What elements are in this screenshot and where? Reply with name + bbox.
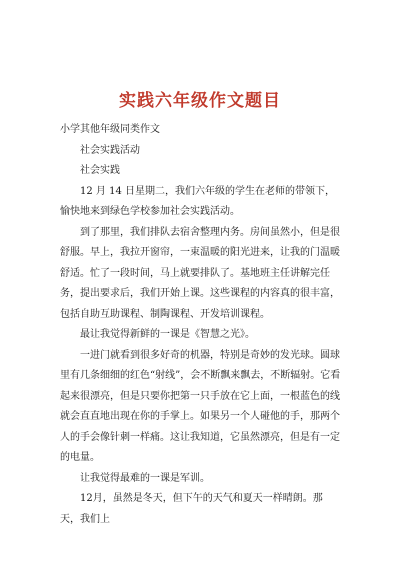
category-line: 小学其他年级同类作文 [60,124,160,135]
paragraph: 一进门就看到很多好奇的机器，特别是奇妙的发光球。圆球里有几条细细的红色“射线”，会不断飘来飘去，不断辐射。它看起来很漂亮，但是只要你把第一只手放在它上面，一根蓝色的线就会直直地出现在你的手掌上。如果另一个人碰他的手，那两个人的手会像针刺一样痛。这让我知道，它虽然漂亮，但是有一定的电量。 [60,349,341,463]
paragraph: 到了那里，我们排队去宿舍整理内务。房间虽然小，但是很舒服。早上，我拉开窗帘，一束温暖的阳光进来，让我的门温暖舒适。忙了一段时间，马上就要排队了。基地班主任讲解完任务，提出要求后，我们开始上课。这些课程的内容真的很丰富，包括自助互助课程、制陶课程、开发培训课程。 [60,226,340,320]
paragraph: 让我觉得最难的一课是军训。 [80,472,210,484]
document-title: 实践六年级作文题目 [119,91,281,111]
paragraph: 12 月 14 日星期二，我们六年级的学生在老师的带领下，愉快地来到绿色学校参加社会实践活动。 [60,185,335,217]
paragraph: 12月，虽然是冬天，但下午的天气和夏天一样晴朗。那天，我们上 [60,493,323,525]
paragraph: 最让我觉得新鲜的一课是《智慧之光》。 [80,329,255,340]
document-body [60,120,342,530]
section-subheading: 社会实践 [80,165,120,176]
section-heading: 社会实践活动 [80,144,140,156]
